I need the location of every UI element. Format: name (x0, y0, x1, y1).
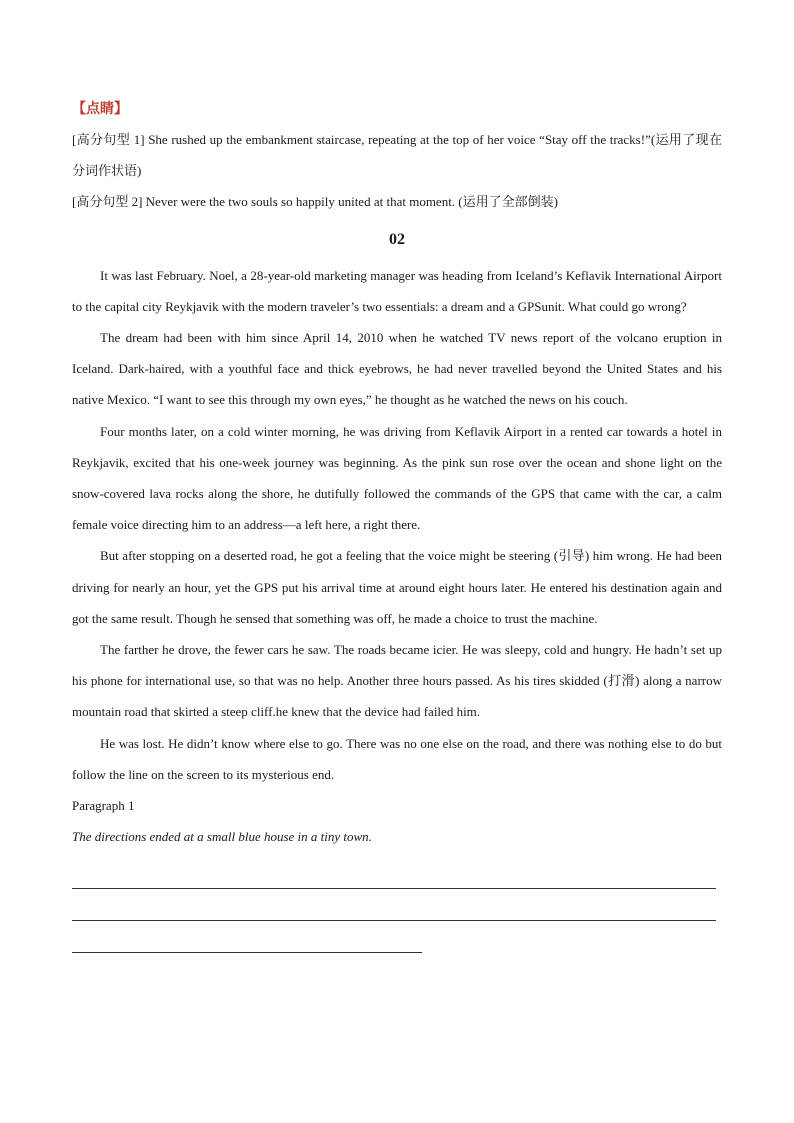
story-paragraph-5: The farther he drove, the fewer cars he saw. The roads became icier. He was sleepy, cold and hungry. He hadn’t set up his phone for international use, so that was no help. Another three hours passed. As his tires skidded (打滑) along a narrow mountain road that skirted a steep cliff.he knew that the device had failed him. (72, 642, 722, 720)
page-content (72, 96, 722, 858)
story-paragraph-3: Four months later, on a cold winter morning, he was driving from Keflavik Airport in a rented car towards a hotel in Reykjavik, excited that his one-week journey was beginning. As the pink sun rose over the ocean and shone light on the snow-covered lava rocks along the shore, he dutifully followed the commands of the GPS that came with the car, a calm female voice directing him to an address—a left here, a right there. (72, 423, 722, 533)
story-paragraph-1: It was last February. Noel, a 28-year-old marketing manager was heading from Iceland’s Keflavik International Airport to the capital city Reykjavik with the modern traveler’s two essentials: a dream and a GPSunit. What could go wrong? (72, 267, 722, 314)
story-paragraph-6: He was lost. He didn’t know where else to go. There was no one else on the road, and there was nothing else to do but follow the line on the screen to its mysterious end. (72, 735, 722, 782)
paragraph-prompt: The directions ended at a small blue house in a tiny town. (72, 829, 372, 845)
answer-line[interactable] (72, 888, 716, 889)
answer-line[interactable] (72, 952, 422, 953)
story-paragraph-2: The dream had been with him since April 14, 2010 when he watched TV news report of the volcano eruption in Iceland. Dark-haired, with a youthful face and thick eyebrows, he had never travelled beyond the United States and his native Mexico. “I want to see this through my own eyes,” he thought as he watched the news on his couch. (72, 330, 722, 408)
high-score-sentence-2: [高分句型 2] Never were the two souls so happily united at that moment. (运用了全部倒装) (72, 194, 558, 210)
story-paragraph-4: But after stopping on a deserted road, he got a feeling that the voice might be steering (引导) him wrong. He had been driving for nearly an hour, yet the GPS put his arrival time at around eight hours later. He entered his destination again and got the same result. Though he sensed that something was off, he made a choice to trust the machine. (72, 548, 722, 626)
paragraph-label: Paragraph 1 (72, 798, 135, 814)
dianjing-tag: 【点睛】 (72, 102, 128, 117)
answer-line[interactable] (72, 920, 716, 921)
high-score-sentence-1: [高分句型 1] She rushed up the embankment staircase, repeating at the top of her voice “Stay off the tracks!”(运用了现在分词作状语) (72, 132, 722, 179)
section-number: 02 (389, 230, 405, 248)
